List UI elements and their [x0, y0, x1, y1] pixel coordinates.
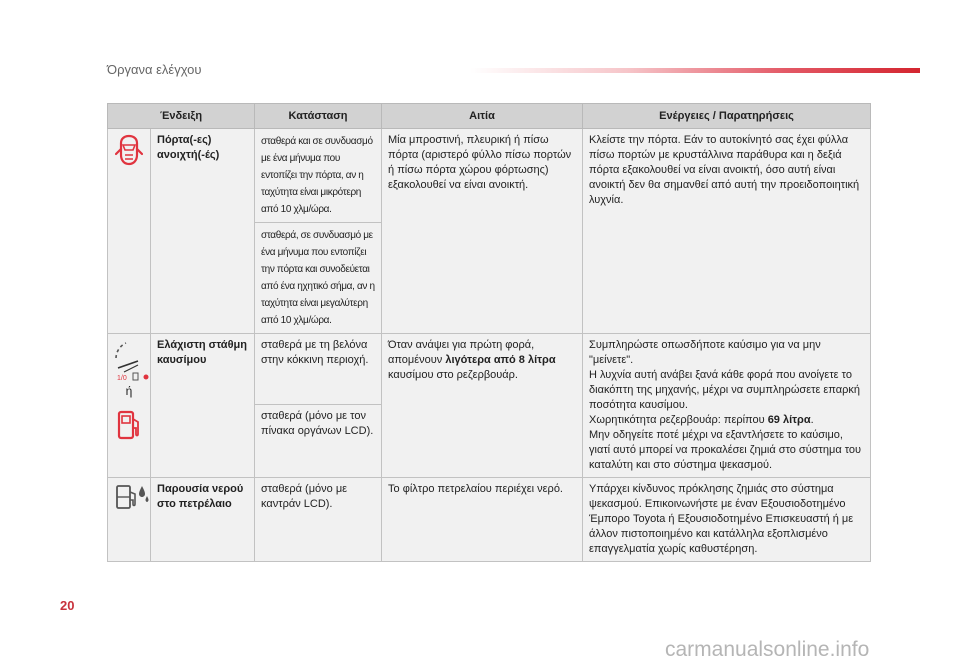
cause-low-fuel-amount: λιγότερα από 8 λίτρα	[445, 354, 556, 366]
status-low-fuel-needle: σταθερά με τη βελόνα στην κόκκινη περιοχή.	[255, 334, 382, 405]
col-header-actions: Ενέργειες / Παρατηρήσεις	[583, 104, 871, 129]
status-water-in-diesel: σταθερά (μόνο με καντράν LCD).	[255, 478, 382, 562]
cause-low-fuel: Όταν ανάψει για πρώτη φορά, απομένουν λιγότερα από 8 λίτρα καυσίμου στο ρεζερβουάρ.	[382, 334, 583, 478]
action-low-fuel-line-1: Συμπληρώστε οπωσδήποτε καύσιμο για να μην "μείνετε".	[589, 339, 821, 366]
table-row-low-fuel	[108, 334, 871, 405]
page-number: 20	[60, 598, 75, 613]
section-title: Όργανα ελέγχου	[107, 62, 202, 77]
or-separator: ή	[125, 384, 133, 398]
table-row-water-in-diesel	[108, 478, 871, 562]
cause-door-open: Μία μπροστινή, πλευρική ή πίσω πόρτα (αριστερό φύλλο πίσω πορτών ή πίσω πόρτα χώρου φόρτωσης) εξακολουθεί να είναι ανοικτή.	[382, 129, 583, 334]
status-door-fast: σταθερά, σε συνδυασμό με ένα μήνυμα που εντοπίζει την πόρτα και συνοδεύεται από ένα ηχητικό σήμα, αν η ταχύτητα είναι μεγαλύτερη από 10 χλμ/ώρα.	[255, 223, 382, 334]
action-door-open: Κλείστε την πόρτα. Εάν το αυτοκίνητό σας έχει φύλλα πίσω πορτών με κρυστάλλινα παράθυρα και η δεξιά πόρτα εξακολουθεί να είναι ανοικτή, όσο αυτή είναι ανοικτή δεν θα σημανθεί από αυτή την προειδοποιητική λυχνία.	[583, 129, 871, 334]
fuel-gauge-icon	[114, 338, 152, 382]
action-low-fuel-capacity: Χωρητικότητα ρεζερβουάρ: περίπου 69 λίτρα.	[589, 414, 814, 426]
action-low-fuel	[583, 334, 871, 478]
status-low-fuel-lcd: σταθερά (μόνο με τον πίνακα οργάνων LCD).	[255, 404, 382, 477]
fuel-icon-group	[108, 334, 151, 478]
col-header-cause: Αιτία	[382, 104, 583, 129]
status-door-slow: σταθερά και σε συνδυασμό με ένα μήνυμα που εντοπίζει την πόρτα, αν η ταχύτητα είναι μικρότερη από 10 χλμ/ώρα.	[255, 129, 382, 223]
action-water-in-diesel: Υπάρχει κίνδυνος πρόκλησης ζημιάς στο σύστημα ψεκασμού. Επικοινωνήστε με έναν Εξουσιοδοτημένο Έμπορο Toyota ή Εξουσιοδοτημένο Επισκευαστή ή με άλλον πιστοποιημένο και κατάλληλα εξοπλισμένο επαγγελματία χωρίς καθυστέρηση.	[583, 478, 871, 562]
fuel-pump-icon	[115, 407, 143, 443]
header-accent-bar	[470, 68, 920, 73]
svg-text:1/0: 1/0	[117, 375, 127, 382]
indicator-name-door-open: Πόρτα(-ες) ανοιχτή(-ές)	[151, 129, 255, 334]
indicator-name-low-fuel: Ελάχιστη στάθμη καυσίμου	[151, 334, 255, 478]
table-header-row	[108, 104, 871, 129]
col-header-indicator: Ένδειξη	[108, 104, 255, 129]
action-low-fuel-line-4: Μην οδηγείτε ποτέ μέχρι να εξαντλήσετε το καύσιμο, γιατί αυτό μπορεί να προκαλέσει ζημιά στο σύστημα του καταλύτη και στο σύστημα ψεκασμού.	[589, 429, 862, 471]
cause-water-in-diesel: Το φίλτρο πετρελαίου περιέχει νερό.	[382, 478, 583, 562]
water-in-diesel-icon	[108, 478, 151, 562]
watermark: carmanualsonline.info	[665, 638, 870, 661]
col-header-status: Κατάσταση	[255, 104, 382, 129]
indicator-name-water-in-diesel: Παρουσία νερού στο πετρέλαιο	[151, 478, 255, 562]
table-row-door-open	[108, 129, 871, 223]
warning-lights-table	[107, 103, 871, 562]
action-low-fuel-line-2: Η λυχνία αυτή ανάβει ξανά κάθε φορά που ανοίγετε το διακόπτη της μηχανής, μέχρι να συμπληρώσετε επαρκή ποσότητα καυσίμου.	[589, 369, 860, 411]
door-open-icon	[108, 129, 151, 334]
